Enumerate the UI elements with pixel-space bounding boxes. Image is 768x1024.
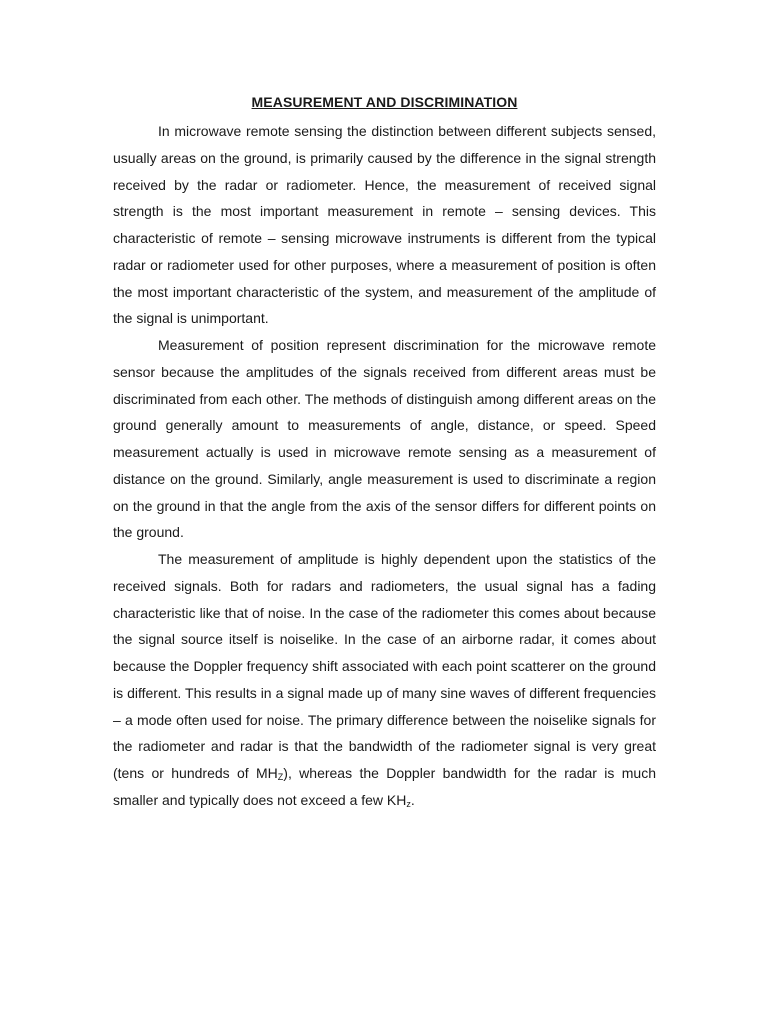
paragraph-1: In microwave remote sensing the distinction between different subjects sensed, usually areas on the ground, is primarily caused by the difference in the signal strength received by the radar or radiometer. Hence, the measurement of received signal strength is the most important measurement in remote – sensing devices. This characteristic of remote – sensing microwave instruments is different from the typical radar or radiometer used for other purposes, where a measurement of position is often the most important characteristic of the system, and measurement of the amplitude of the signal is unimportant. [113,123,656,327]
paragraph-3-text-a: The measurement of amplitude is highly dependent upon the statistics of the received signals. Both for radars and radiometers, the usual signal has a fading characteristic like that of noise. In the case of the radiometer this comes about because the signal source itself is noiselike. In the case of an airborne radar, it comes about because the Doppler frequency shift associated with each point scatterer on the ground is different. This results in a signal made up of many sine waves of different frequencies – a mode often used for noise. The primary difference between the noiselike signals for the radiometer and radar is that the bandwidth of the radiometer signal is very great (tens or hundreds of MH [113,551,656,781]
paragraph-2: Measurement of position represent discrimination for the microwave remote sensor because the amplitudes of the signals received from different areas must be discriminated from each other. The methods of distinguish among different areas on the ground generally amount to measurements of angle, distance, or speed. Speed measurement actually is used in microwave remote sensing as a measurement of distance on the ground. Similarly, angle measurement is used to discriminate a region on the ground in that the angle from the axis of the sensor differs for different points on the ground. [113,337,656,541]
khz-subscript: z [406,798,411,809]
paragraph-3-text-b: ), whereas the Doppler bandwidth for the radar is much smaller and typically does not exceed a few KH [113,765,656,808]
document-page [113,90,656,814]
paragraph-3-text-c: . [410,791,415,808]
document-title: MEASUREMENT AND DISCRIMINATION [251,94,518,110]
mhz-subscript: Z [277,772,284,782]
paragraph-3 [113,546,656,814]
